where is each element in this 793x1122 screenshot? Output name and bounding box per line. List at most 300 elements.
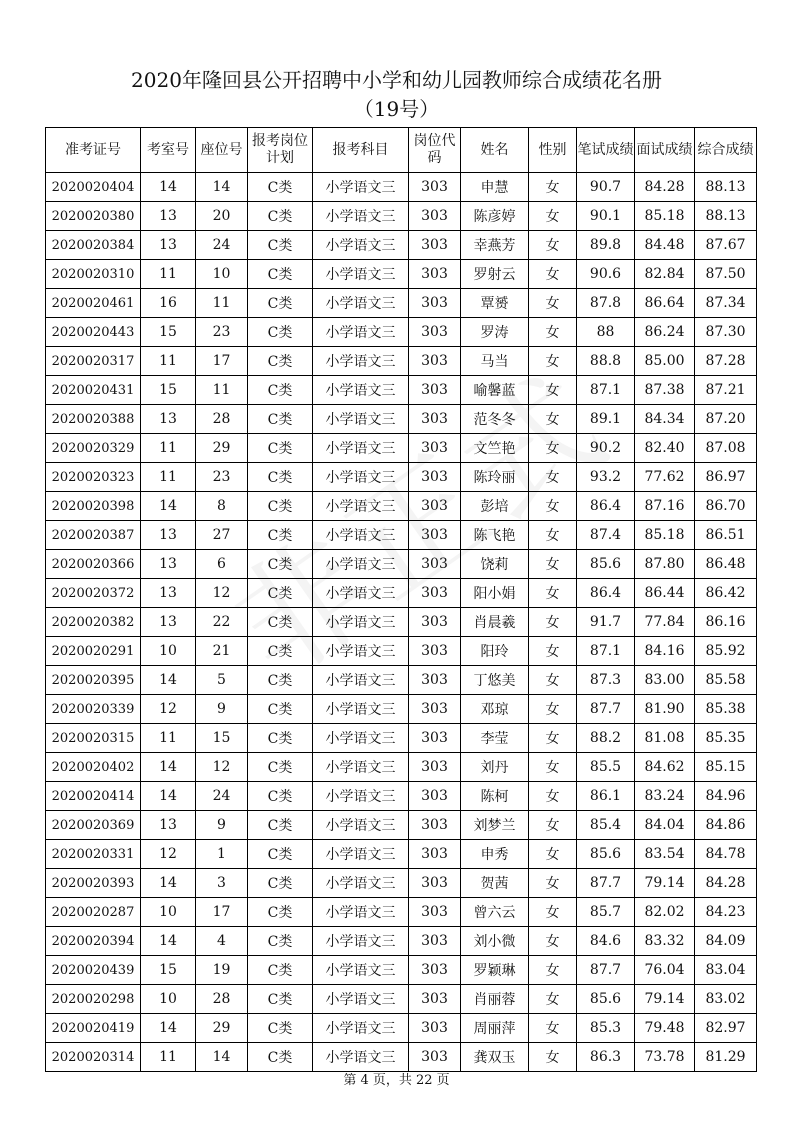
table-row xyxy=(46,724,757,753)
total-score-cell: 87.28 xyxy=(695,347,757,376)
document-title: 2020年隆回县公开招聘中小学和幼儿园教师综合成绩花名册 xyxy=(131,68,662,92)
name-cell: 罗射云 xyxy=(461,260,529,289)
gender-cell: 女 xyxy=(529,811,577,840)
total-score-cell: 88.13 xyxy=(695,202,757,231)
written-score-cell: 90.7 xyxy=(577,173,635,202)
exam-number-cell: 2020020310 xyxy=(46,260,141,289)
subject-cell: 小学语文三 xyxy=(313,260,409,289)
position-plan-cell: C类 xyxy=(248,521,313,550)
interview-score-cell: 86.24 xyxy=(635,318,695,347)
name-cell: 陈玲丽 xyxy=(461,463,529,492)
table-row xyxy=(46,753,757,782)
name-cell: 文竺艳 xyxy=(461,434,529,463)
column-header: 准考证号 xyxy=(46,128,141,173)
exam-number-cell: 2020020287 xyxy=(46,898,141,927)
position-plan-cell: C类 xyxy=(248,869,313,898)
name-cell: 肖丽蓉 xyxy=(461,985,529,1014)
seat-cell: 23 xyxy=(196,318,248,347)
seat-cell: 28 xyxy=(196,985,248,1014)
gender-cell: 女 xyxy=(529,463,577,492)
gender-cell: 女 xyxy=(529,579,577,608)
interview-score-cell: 81.08 xyxy=(635,724,695,753)
exam-number-cell: 2020020443 xyxy=(46,318,141,347)
exam-number-cell: 2020020393 xyxy=(46,869,141,898)
name-cell: 陈彦婷 xyxy=(461,202,529,231)
seat-cell: 17 xyxy=(196,898,248,927)
seat-cell: 27 xyxy=(196,521,248,550)
name-cell: 饶莉 xyxy=(461,550,529,579)
seat-cell: 20 xyxy=(196,202,248,231)
exam-number-cell: 2020020461 xyxy=(46,289,141,318)
gender-cell: 女 xyxy=(529,492,577,521)
position-plan-cell: C类 xyxy=(248,695,313,724)
gender-cell: 女 xyxy=(529,550,577,579)
table-row xyxy=(46,666,757,695)
position-code-cell: 303 xyxy=(409,405,461,434)
table-row xyxy=(46,579,757,608)
written-score-cell: 87.4 xyxy=(577,521,635,550)
subject-cell: 小学语文三 xyxy=(313,927,409,956)
interview-score-cell: 85.18 xyxy=(635,521,695,550)
column-header: 笔试成绩 xyxy=(577,128,635,173)
subject-cell: 小学语文三 xyxy=(313,956,409,985)
position-code-cell: 303 xyxy=(409,927,461,956)
total-score-cell: 86.48 xyxy=(695,550,757,579)
name-cell: 李莹 xyxy=(461,724,529,753)
room-cell: 15 xyxy=(141,376,196,405)
seat-cell: 6 xyxy=(196,550,248,579)
table-row xyxy=(46,289,757,318)
total-score-cell: 85.15 xyxy=(695,753,757,782)
position-code-cell: 303 xyxy=(409,1014,461,1043)
table-row xyxy=(46,405,757,434)
gender-cell: 女 xyxy=(529,869,577,898)
table-row xyxy=(46,260,757,289)
name-cell: 幸燕芳 xyxy=(461,231,529,260)
total-score-cell: 86.70 xyxy=(695,492,757,521)
total-score-cell: 85.92 xyxy=(695,637,757,666)
position-code-cell: 303 xyxy=(409,318,461,347)
position-plan-cell: C类 xyxy=(248,927,313,956)
gender-cell: 女 xyxy=(529,202,577,231)
interview-score-cell: 83.32 xyxy=(635,927,695,956)
total-score-cell: 87.20 xyxy=(695,405,757,434)
seat-cell: 29 xyxy=(196,434,248,463)
written-score-cell: 88.2 xyxy=(577,724,635,753)
gender-cell: 女 xyxy=(529,434,577,463)
exam-number-cell: 2020020331 xyxy=(46,840,141,869)
total-score-cell: 84.86 xyxy=(695,811,757,840)
name-cell: 刘梦兰 xyxy=(461,811,529,840)
position-code-cell: 303 xyxy=(409,782,461,811)
interview-score-cell: 87.80 xyxy=(635,550,695,579)
subject-cell: 小学语文三 xyxy=(313,173,409,202)
seat-cell: 19 xyxy=(196,956,248,985)
seat-cell: 22 xyxy=(196,608,248,637)
subject-cell: 小学语文三 xyxy=(313,521,409,550)
written-score-cell: 87.3 xyxy=(577,666,635,695)
interview-score-cell: 77.62 xyxy=(635,463,695,492)
position-code-cell: 303 xyxy=(409,753,461,782)
gender-cell: 女 xyxy=(529,753,577,782)
seat-cell: 23 xyxy=(196,463,248,492)
gender-cell: 女 xyxy=(529,695,577,724)
room-cell: 13 xyxy=(141,202,196,231)
name-cell: 罗涛 xyxy=(461,318,529,347)
room-cell: 14 xyxy=(141,173,196,202)
gender-cell: 女 xyxy=(529,318,577,347)
interview-score-cell: 87.38 xyxy=(635,376,695,405)
room-cell: 14 xyxy=(141,927,196,956)
interview-score-cell: 82.40 xyxy=(635,434,695,463)
position-plan-cell: C类 xyxy=(248,579,313,608)
table-row xyxy=(46,608,757,637)
total-score-cell: 84.96 xyxy=(695,782,757,811)
name-cell: 申秀 xyxy=(461,840,529,869)
subject-cell: 小学语文三 xyxy=(313,550,409,579)
subject-cell: 小学语文三 xyxy=(313,579,409,608)
total-score-cell: 85.35 xyxy=(695,724,757,753)
gender-cell: 女 xyxy=(529,666,577,695)
total-score-cell: 84.78 xyxy=(695,840,757,869)
exam-number-cell: 2020020394 xyxy=(46,927,141,956)
name-cell: 肖晨羲 xyxy=(461,608,529,637)
subject-cell: 小学语文三 xyxy=(313,695,409,724)
room-cell: 11 xyxy=(141,434,196,463)
seat-cell: 14 xyxy=(196,1043,248,1072)
table-row xyxy=(46,434,757,463)
room-cell: 11 xyxy=(141,724,196,753)
gender-cell: 女 xyxy=(529,376,577,405)
written-score-cell: 90.1 xyxy=(577,202,635,231)
table-row xyxy=(46,927,757,956)
gender-cell: 女 xyxy=(529,1043,577,1072)
exam-number-cell: 2020020298 xyxy=(46,985,141,1014)
position-plan-cell: C类 xyxy=(248,463,313,492)
column-header: 姓名 xyxy=(461,128,529,173)
subject-cell: 小学语文三 xyxy=(313,318,409,347)
seat-cell: 28 xyxy=(196,405,248,434)
exam-number-cell: 2020020369 xyxy=(46,811,141,840)
position-code-cell: 303 xyxy=(409,666,461,695)
position-code-cell: 303 xyxy=(409,956,461,985)
exam-number-cell: 2020020439 xyxy=(46,956,141,985)
written-score-cell: 86.4 xyxy=(577,492,635,521)
position-code-cell: 303 xyxy=(409,608,461,637)
name-cell: 邓琼 xyxy=(461,695,529,724)
subject-cell: 小学语文三 xyxy=(313,869,409,898)
name-cell: 龚双玉 xyxy=(461,1043,529,1072)
gender-cell: 女 xyxy=(529,608,577,637)
position-plan-cell: C类 xyxy=(248,666,313,695)
seat-cell: 24 xyxy=(196,782,248,811)
position-plan-cell: C类 xyxy=(248,550,313,579)
gender-cell: 女 xyxy=(529,289,577,318)
total-score-cell: 87.67 xyxy=(695,231,757,260)
total-score-cell: 83.02 xyxy=(695,985,757,1014)
position-code-cell: 303 xyxy=(409,869,461,898)
seat-cell: 9 xyxy=(196,695,248,724)
seat-cell: 12 xyxy=(196,579,248,608)
written-score-cell: 88.8 xyxy=(577,347,635,376)
interview-score-cell: 84.48 xyxy=(635,231,695,260)
seat-cell: 24 xyxy=(196,231,248,260)
total-score-cell: 85.58 xyxy=(695,666,757,695)
interview-score-cell: 83.54 xyxy=(635,840,695,869)
exam-number-cell: 2020020339 xyxy=(46,695,141,724)
interview-score-cell: 84.28 xyxy=(635,173,695,202)
interview-score-cell: 83.24 xyxy=(635,782,695,811)
gender-cell: 女 xyxy=(529,724,577,753)
position-code-cell: 303 xyxy=(409,985,461,1014)
subject-cell: 小学语文三 xyxy=(313,608,409,637)
position-code-cell: 303 xyxy=(409,1043,461,1072)
interview-score-cell: 76.04 xyxy=(635,956,695,985)
table-row xyxy=(46,550,757,579)
exam-number-cell: 2020020384 xyxy=(46,231,141,260)
position-code-cell: 303 xyxy=(409,463,461,492)
room-cell: 12 xyxy=(141,840,196,869)
name-cell: 罗颖琳 xyxy=(461,956,529,985)
position-code-cell: 303 xyxy=(409,260,461,289)
position-plan-cell: C类 xyxy=(248,318,313,347)
table-row xyxy=(46,492,757,521)
column-header: 报考科目 xyxy=(313,128,409,173)
position-plan-cell: C类 xyxy=(248,202,313,231)
interview-score-cell: 79.48 xyxy=(635,1014,695,1043)
written-score-cell: 88 xyxy=(577,318,635,347)
interview-score-cell: 79.14 xyxy=(635,869,695,898)
position-plan-cell: C类 xyxy=(248,492,313,521)
name-cell: 陈柯 xyxy=(461,782,529,811)
position-plan-cell: C类 xyxy=(248,434,313,463)
seat-cell: 17 xyxy=(196,347,248,376)
position-plan-cell: C类 xyxy=(248,376,313,405)
gender-cell: 女 xyxy=(529,231,577,260)
room-cell: 15 xyxy=(141,318,196,347)
position-plan-cell: C类 xyxy=(248,289,313,318)
interview-score-cell: 84.04 xyxy=(635,811,695,840)
subject-cell: 小学语文三 xyxy=(313,1043,409,1072)
table-row xyxy=(46,202,757,231)
total-score-cell: 81.29 xyxy=(695,1043,757,1072)
position-code-cell: 303 xyxy=(409,347,461,376)
interview-score-cell: 85.18 xyxy=(635,202,695,231)
position-code-cell: 303 xyxy=(409,898,461,927)
room-cell: 13 xyxy=(141,811,196,840)
column-header: 性别 xyxy=(529,128,577,173)
subject-cell: 小学语文三 xyxy=(313,231,409,260)
room-cell: 13 xyxy=(141,231,196,260)
written-score-cell: 90.6 xyxy=(577,260,635,289)
position-code-cell: 303 xyxy=(409,521,461,550)
name-cell: 刘小微 xyxy=(461,927,529,956)
exam-number-cell: 2020020366 xyxy=(46,550,141,579)
name-cell: 阳玲 xyxy=(461,637,529,666)
position-plan-cell: C类 xyxy=(248,231,313,260)
table-row xyxy=(46,231,757,260)
position-code-cell: 303 xyxy=(409,724,461,753)
room-cell: 11 xyxy=(141,463,196,492)
column-header: 面试成绩 xyxy=(635,128,695,173)
total-score-cell: 87.50 xyxy=(695,260,757,289)
total-score-cell: 84.09 xyxy=(695,927,757,956)
name-cell: 周丽萍 xyxy=(461,1014,529,1043)
table-row xyxy=(46,521,757,550)
position-plan-cell: C类 xyxy=(248,405,313,434)
table-row xyxy=(46,985,757,1014)
name-cell: 范冬冬 xyxy=(461,405,529,434)
gender-cell: 女 xyxy=(529,782,577,811)
exam-number-cell: 2020020317 xyxy=(46,347,141,376)
written-score-cell: 91.7 xyxy=(577,608,635,637)
seat-cell: 9 xyxy=(196,811,248,840)
position-code-cell: 303 xyxy=(409,173,461,202)
written-score-cell: 85.4 xyxy=(577,811,635,840)
total-score-cell: 87.30 xyxy=(695,318,757,347)
subject-cell: 小学语文三 xyxy=(313,666,409,695)
document-subtitle: （19号） xyxy=(353,97,440,121)
subject-cell: 小学语文三 xyxy=(313,289,409,318)
position-code-cell: 303 xyxy=(409,811,461,840)
room-cell: 13 xyxy=(141,521,196,550)
column-header: 综合成绩 xyxy=(695,128,757,173)
table-row xyxy=(46,376,757,405)
position-plan-cell: C类 xyxy=(248,724,313,753)
table-row xyxy=(46,695,757,724)
exam-number-cell: 2020020380 xyxy=(46,202,141,231)
exam-number-cell: 2020020398 xyxy=(46,492,141,521)
written-score-cell: 87.7 xyxy=(577,695,635,724)
interview-score-cell: 83.00 xyxy=(635,666,695,695)
room-cell: 16 xyxy=(141,289,196,318)
name-cell: 覃赟 xyxy=(461,289,529,318)
subject-cell: 小学语文三 xyxy=(313,724,409,753)
room-cell: 10 xyxy=(141,898,196,927)
exam-number-cell: 2020020387 xyxy=(46,521,141,550)
seat-cell: 3 xyxy=(196,869,248,898)
room-cell: 14 xyxy=(141,666,196,695)
subject-cell: 小学语文三 xyxy=(313,985,409,1014)
total-score-cell: 82.97 xyxy=(695,1014,757,1043)
column-header: 考室号 xyxy=(141,128,196,173)
table-row xyxy=(46,869,757,898)
written-score-cell: 84.6 xyxy=(577,927,635,956)
gender-cell: 女 xyxy=(529,405,577,434)
seat-cell: 4 xyxy=(196,927,248,956)
total-score-cell: 86.51 xyxy=(695,521,757,550)
interview-score-cell: 84.62 xyxy=(635,753,695,782)
subject-cell: 小学语文三 xyxy=(313,840,409,869)
room-cell: 13 xyxy=(141,579,196,608)
written-score-cell: 85.6 xyxy=(577,550,635,579)
subject-cell: 小学语文三 xyxy=(313,811,409,840)
position-code-cell: 303 xyxy=(409,695,461,724)
seat-cell: 1 xyxy=(196,840,248,869)
subject-cell: 小学语文三 xyxy=(313,898,409,927)
written-score-cell: 89.1 xyxy=(577,405,635,434)
position-plan-cell: C类 xyxy=(248,985,313,1014)
subject-cell: 小学语文三 xyxy=(313,202,409,231)
table-row xyxy=(46,956,757,985)
room-cell: 12 xyxy=(141,695,196,724)
name-cell: 刘丹 xyxy=(461,753,529,782)
subject-cell: 小学语文三 xyxy=(313,637,409,666)
table-row xyxy=(46,318,757,347)
column-header: 报考岗位计划 xyxy=(248,128,313,173)
exam-number-cell: 2020020414 xyxy=(46,782,141,811)
room-cell: 13 xyxy=(141,550,196,579)
total-score-cell: 86.16 xyxy=(695,608,757,637)
interview-score-cell: 82.02 xyxy=(635,898,695,927)
exam-number-cell: 2020020315 xyxy=(46,724,141,753)
subject-cell: 小学语文三 xyxy=(313,1014,409,1043)
gender-cell: 女 xyxy=(529,637,577,666)
gender-cell: 女 xyxy=(529,927,577,956)
room-cell: 14 xyxy=(141,869,196,898)
written-score-cell: 85.6 xyxy=(577,985,635,1014)
interview-score-cell: 87.16 xyxy=(635,492,695,521)
written-score-cell: 93.2 xyxy=(577,463,635,492)
subject-cell: 小学语文三 xyxy=(313,405,409,434)
gender-cell: 女 xyxy=(529,985,577,1014)
interview-score-cell: 77.84 xyxy=(635,608,695,637)
position-plan-cell: C类 xyxy=(248,608,313,637)
room-cell: 14 xyxy=(141,1014,196,1043)
interview-score-cell: 86.64 xyxy=(635,289,695,318)
written-score-cell: 86.4 xyxy=(577,579,635,608)
gender-cell: 女 xyxy=(529,956,577,985)
subject-cell: 小学语文三 xyxy=(313,434,409,463)
room-cell: 10 xyxy=(141,985,196,1014)
name-cell: 马当 xyxy=(461,347,529,376)
written-score-cell: 85.7 xyxy=(577,898,635,927)
written-score-cell: 85.6 xyxy=(577,840,635,869)
written-score-cell: 87.1 xyxy=(577,376,635,405)
name-cell: 丁悠美 xyxy=(461,666,529,695)
position-plan-cell: C类 xyxy=(248,753,313,782)
total-score-cell: 85.38 xyxy=(695,695,757,724)
gender-cell: 女 xyxy=(529,1014,577,1043)
column-header: 座位号 xyxy=(196,128,248,173)
interview-score-cell: 82.84 xyxy=(635,260,695,289)
name-cell: 陈飞艳 xyxy=(461,521,529,550)
seat-cell: 29 xyxy=(196,1014,248,1043)
position-code-cell: 303 xyxy=(409,376,461,405)
interview-score-cell: 73.78 xyxy=(635,1043,695,1072)
exam-number-cell: 2020020314 xyxy=(46,1043,141,1072)
room-cell: 10 xyxy=(141,637,196,666)
gender-cell: 女 xyxy=(529,347,577,376)
total-score-cell: 86.42 xyxy=(695,579,757,608)
table-row xyxy=(46,782,757,811)
total-score-cell: 86.97 xyxy=(695,463,757,492)
table-row xyxy=(46,811,757,840)
position-code-cell: 303 xyxy=(409,434,461,463)
room-cell: 13 xyxy=(141,405,196,434)
seat-cell: 11 xyxy=(196,376,248,405)
room-cell: 11 xyxy=(141,260,196,289)
position-code-cell: 303 xyxy=(409,579,461,608)
column-header: 岗位代码 xyxy=(409,128,461,173)
table-row xyxy=(46,463,757,492)
exam-number-cell: 2020020431 xyxy=(46,376,141,405)
interview-score-cell: 79.14 xyxy=(635,985,695,1014)
position-code-cell: 303 xyxy=(409,840,461,869)
total-score-cell: 84.28 xyxy=(695,869,757,898)
subject-cell: 小学语文三 xyxy=(313,463,409,492)
position-plan-cell: C类 xyxy=(248,782,313,811)
